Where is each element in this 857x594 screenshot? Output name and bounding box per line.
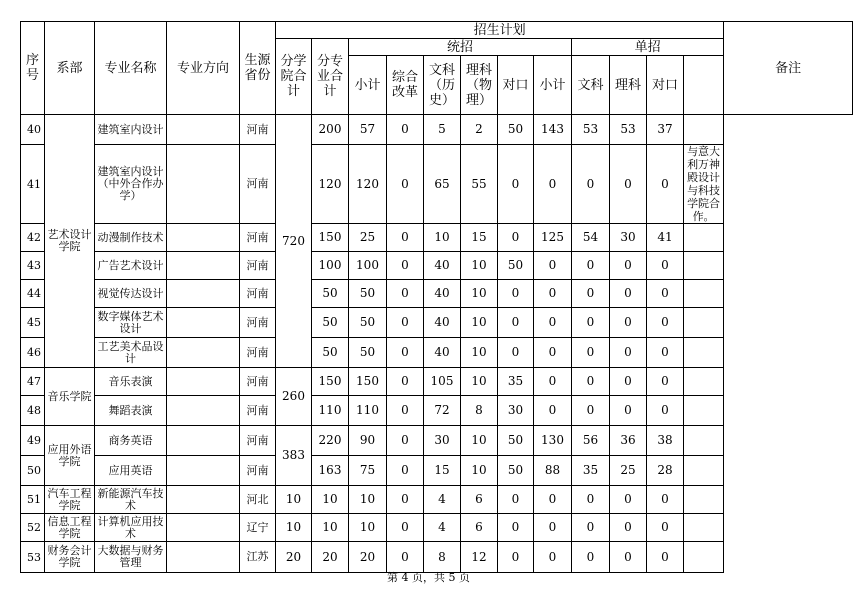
danzhao-subtotal: 0 [534,486,572,514]
danzhao-like: 0 [610,280,647,308]
danzhao-wenke: 0 [572,368,610,396]
danzhao-subtotal: 88 [534,456,572,486]
tongzhao-duikou: 0 [498,542,534,573]
tongzhao-duikou: 30 [498,396,534,426]
danzhao-like: 0 [610,368,647,396]
tongzhao-zonghe: 0 [387,115,424,145]
table-row [21,368,853,396]
header-seq: 序号 [21,22,45,115]
source-province: 河北 [240,486,276,514]
source-province: 河南 [240,426,276,456]
row-number: 43 [21,252,45,280]
header-d-wenke: 文科 [572,56,610,115]
major-total: 163 [312,456,349,486]
major-direction [167,115,240,145]
danzhao-like: 0 [610,514,647,542]
danzhao-subtotal: 0 [534,368,572,396]
major-total: 100 [312,252,349,280]
danzhao-like: 0 [610,396,647,426]
source-province: 河南 [240,252,276,280]
tongzhao-subtotal: 90 [349,426,387,456]
department-name: 信息工程学院 [45,514,95,542]
tongzhao-subtotal: 50 [349,280,387,308]
tongzhao-wenke: 105 [424,368,461,396]
tongzhao-wenke: 4 [424,514,461,542]
department-total: 10 [276,514,312,542]
header-d-subtotal: 小计 [534,56,572,115]
remark: 与意大利万神殿设计与科技学院合作。 [684,145,724,224]
tongzhao-zonghe: 0 [387,224,424,252]
tongzhao-duikou: 0 [498,338,534,368]
major-total: 110 [312,396,349,426]
remark [684,426,724,456]
tongzhao-wenke: 4 [424,486,461,514]
tongzhao-zonghe: 0 [387,145,424,224]
tongzhao-duikou: 0 [498,308,534,338]
major-name: 建筑室内设计 [95,115,167,145]
table-row [21,115,853,145]
tongzhao-subtotal: 10 [349,514,387,542]
danzhao-duikou: 0 [647,514,684,542]
tongzhao-like: 10 [461,280,498,308]
major-total: 150 [312,224,349,252]
header-tongzhao: 统招 [349,39,572,56]
row-number: 42 [21,224,45,252]
danzhao-like: 0 [610,252,647,280]
major-name: 商务英语 [95,426,167,456]
tongzhao-like: 6 [461,486,498,514]
major-name: 计算机应用技术 [95,514,167,542]
remark [684,115,724,145]
danzhao-duikou: 0 [647,486,684,514]
tongzhao-subtotal: 57 [349,115,387,145]
tongzhao-like: 10 [461,338,498,368]
remark [684,338,724,368]
department-total: 10 [276,486,312,514]
major-name: 广告艺术设计 [95,252,167,280]
tongzhao-zonghe: 0 [387,514,424,542]
tongzhao-like: 15 [461,224,498,252]
header-major-total: 分专业合计 [312,39,349,115]
table-row [21,514,853,542]
tongzhao-subtotal: 20 [349,542,387,573]
tongzhao-zonghe: 0 [387,338,424,368]
source-province: 河南 [240,145,276,224]
remark [684,514,724,542]
tongzhao-wenke: 72 [424,396,461,426]
major-direction [167,368,240,396]
tongzhao-wenke: 15 [424,456,461,486]
row-number: 50 [21,456,45,486]
tongzhao-subtotal: 50 [349,338,387,368]
tongzhao-duikou: 0 [498,145,534,224]
major-name: 新能源汽车技术 [95,486,167,514]
danzhao-subtotal: 0 [534,396,572,426]
tongzhao-duikou: 0 [498,514,534,542]
remark [684,486,724,514]
tongzhao-like: 10 [461,426,498,456]
tongzhao-like: 8 [461,396,498,426]
source-province: 河南 [240,338,276,368]
major-total: 120 [312,145,349,224]
tongzhao-subtotal: 75 [349,456,387,486]
danzhao-duikou: 0 [647,252,684,280]
tongzhao-wenke: 40 [424,280,461,308]
tongzhao-like: 6 [461,514,498,542]
danzhao-duikou: 0 [647,145,684,224]
major-name: 动漫制作技术 [95,224,167,252]
major-name: 数字媒体艺术设计 [95,308,167,338]
table-row [21,486,853,514]
danzhao-duikou: 0 [647,338,684,368]
header-province: 生源省份 [240,22,276,115]
major-direction [167,338,240,368]
table-row [21,396,853,426]
row-number: 52 [21,514,45,542]
danzhao-wenke: 0 [572,514,610,542]
danzhao-like: 0 [610,308,647,338]
danzhao-subtotal: 0 [534,252,572,280]
source-province: 河南 [240,308,276,338]
table-row [21,338,853,368]
tongzhao-wenke: 40 [424,308,461,338]
danzhao-like: 0 [610,338,647,368]
danzhao-wenke: 0 [572,252,610,280]
row-number: 48 [21,396,45,426]
source-province: 江苏 [240,542,276,573]
danzhao-subtotal: 125 [534,224,572,252]
major-direction [167,426,240,456]
danzhao-wenke: 0 [572,308,610,338]
danzhao-wenke: 56 [572,426,610,456]
table-row [21,308,853,338]
row-number: 47 [21,368,45,396]
tongzhao-wenke: 5 [424,115,461,145]
major-direction [167,514,240,542]
tongzhao-duikou: 0 [498,280,534,308]
header-danzhao: 单招 [572,39,724,56]
danzhao-duikou: 0 [647,368,684,396]
tongzhao-subtotal: 150 [349,368,387,396]
tongzhao-duikou: 0 [498,486,534,514]
table-row [21,224,853,252]
department-total: 383 [276,426,312,486]
header-t-duikou: 对口 [498,56,534,115]
header-remark: 备注 [724,22,853,115]
tongzhao-wenke: 10 [424,224,461,252]
tongzhao-like: 10 [461,252,498,280]
tongzhao-like: 55 [461,145,498,224]
tongzhao-zonghe: 0 [387,368,424,396]
tongzhao-subtotal: 25 [349,224,387,252]
major-name: 应用英语 [95,456,167,486]
table-row [21,252,853,280]
danzhao-subtotal: 0 [534,514,572,542]
tongzhao-zonghe: 0 [387,456,424,486]
department-name: 汽车工程学院 [45,486,95,514]
major-name: 音乐表演 [95,368,167,396]
header-t-like: 理科（物理） [461,56,498,115]
major-total: 50 [312,280,349,308]
major-total: 10 [312,514,349,542]
tongzhao-zonghe: 0 [387,542,424,573]
tongzhao-zonghe: 0 [387,252,424,280]
tongzhao-duikou: 50 [498,426,534,456]
danzhao-subtotal: 130 [534,426,572,456]
tongzhao-zonghe: 0 [387,280,424,308]
tongzhao-duikou: 50 [498,115,534,145]
header-t-wenke: 文科（历史） [424,56,461,115]
tongzhao-like: 10 [461,368,498,396]
danzhao-like: 0 [610,542,647,573]
danzhao-like: 30 [610,224,647,252]
major-direction [167,542,240,573]
remark [684,456,724,486]
danzhao-subtotal: 0 [534,308,572,338]
danzhao-wenke: 0 [572,338,610,368]
danzhao-duikou: 38 [647,426,684,456]
tongzhao-duikou: 35 [498,368,534,396]
department-total: 260 [276,368,312,426]
tongzhao-wenke: 40 [424,338,461,368]
major-direction [167,456,240,486]
danzhao-duikou: 37 [647,115,684,145]
tongzhao-zonghe: 0 [387,486,424,514]
header-major: 专业名称 [95,22,167,115]
page-footer: 第 4 页，共 5 页 [387,571,470,584]
danzhao-duikou: 0 [647,396,684,426]
major-direction [167,252,240,280]
danzhao-subtotal: 143 [534,115,572,145]
tongzhao-like: 10 [461,456,498,486]
remark [684,368,724,396]
department-total: 720 [276,115,312,368]
major-direction [167,280,240,308]
major-direction [167,145,240,224]
tongzhao-subtotal: 100 [349,252,387,280]
danzhao-like: 25 [610,456,647,486]
tongzhao-wenke: 65 [424,145,461,224]
department-total: 20 [276,542,312,573]
header-dept: 系部 [45,22,95,115]
department-name: 音乐学院 [45,368,95,426]
major-total: 10 [312,486,349,514]
danzhao-wenke: 0 [572,396,610,426]
remark [684,252,724,280]
major-total: 20 [312,542,349,573]
tongzhao-subtotal: 50 [349,308,387,338]
danzhao-wenke: 0 [572,145,610,224]
department-name: 应用外语学院 [45,426,95,486]
major-name: 舞蹈表演 [95,396,167,426]
major-direction [167,224,240,252]
department-name: 艺术设计学院 [45,115,95,368]
remark [684,280,724,308]
table-row [21,280,853,308]
source-province: 河南 [240,456,276,486]
tongzhao-zonghe: 0 [387,308,424,338]
danzhao-duikou: 41 [647,224,684,252]
header-plan: 招生计划 [276,22,724,39]
major-total: 50 [312,308,349,338]
source-province: 河南 [240,396,276,426]
danzhao-like: 0 [610,486,647,514]
danzhao-wenke: 54 [572,224,610,252]
header-d-duikou: 对口 [647,56,684,115]
tongzhao-duikou: 50 [498,252,534,280]
danzhao-wenke: 53 [572,115,610,145]
danzhao-like: 0 [610,145,647,224]
row-number: 46 [21,338,45,368]
danzhao-subtotal: 0 [534,280,572,308]
tongzhao-subtotal: 120 [349,145,387,224]
tongzhao-like: 12 [461,542,498,573]
tongzhao-wenke: 30 [424,426,461,456]
danzhao-duikou: 0 [647,308,684,338]
row-number: 40 [21,115,45,145]
tongzhao-subtotal: 110 [349,396,387,426]
danzhao-like: 53 [610,115,647,145]
tongzhao-zonghe: 0 [387,396,424,426]
major-name: 视觉传达设计 [95,280,167,308]
table-row [21,542,853,573]
tongzhao-wenke: 40 [424,252,461,280]
tongzhao-like: 10 [461,308,498,338]
remark [684,542,724,573]
danzhao-subtotal: 0 [534,145,572,224]
header-t-subtotal: 小计 [349,56,387,115]
department-name: 财务会计学院 [45,542,95,573]
danzhao-duikou: 0 [647,542,684,573]
danzhao-duikou: 28 [647,456,684,486]
remark [684,396,724,426]
major-direction [167,396,240,426]
header-dept-total: 分学院合计 [276,39,312,115]
tongzhao-duikou: 50 [498,456,534,486]
danzhao-like: 36 [610,426,647,456]
row-number: 41 [21,145,45,224]
major-direction [167,486,240,514]
row-number: 44 [21,280,45,308]
table-row [21,456,853,486]
major-name: 大数据与财务管理 [95,542,167,573]
row-number: 49 [21,426,45,456]
major-name: 建筑室内设计（中外合作办学） [95,145,167,224]
tongzhao-like: 2 [461,115,498,145]
enrollment-plan-table [20,21,853,573]
danzhao-wenke: 35 [572,456,610,486]
table-row [21,426,853,456]
remark [684,224,724,252]
major-total: 50 [312,338,349,368]
header-direction: 专业方向 [167,22,240,115]
danzhao-wenke: 0 [572,280,610,308]
row-number: 51 [21,486,45,514]
row-number: 53 [21,542,45,573]
danzhao-duikou: 0 [647,280,684,308]
tongzhao-wenke: 8 [424,542,461,573]
row-number: 45 [21,308,45,338]
header-d-like: 理科 [610,56,647,115]
source-province: 河南 [240,224,276,252]
major-total: 150 [312,368,349,396]
tongzhao-duikou: 0 [498,224,534,252]
source-province: 辽宁 [240,514,276,542]
major-total: 220 [312,426,349,456]
remark [684,308,724,338]
source-province: 河南 [240,115,276,145]
major-name: 工艺美术品设计 [95,338,167,368]
source-province: 河南 [240,280,276,308]
major-total: 200 [312,115,349,145]
danzhao-subtotal: 0 [534,542,572,573]
major-direction [167,308,240,338]
header-t-zonghe: 综合改革 [387,56,424,115]
tongzhao-subtotal: 10 [349,486,387,514]
table-row [21,145,853,224]
danzhao-wenke: 0 [572,486,610,514]
danzhao-subtotal: 0 [534,338,572,368]
source-province: 河南 [240,368,276,396]
danzhao-wenke: 0 [572,542,610,573]
tongzhao-zonghe: 0 [387,426,424,456]
